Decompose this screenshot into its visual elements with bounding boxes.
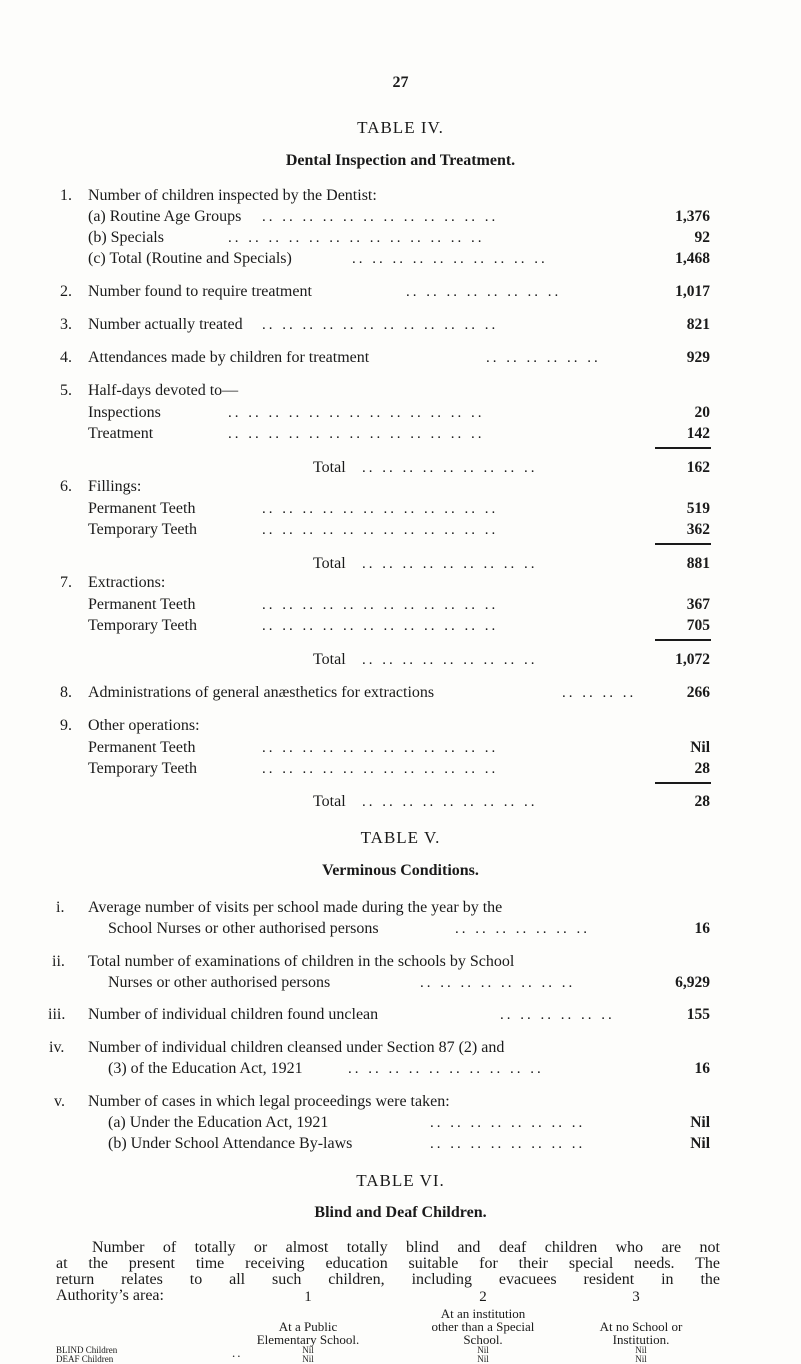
dot-leader: .. .. .. .. .. .. .. .. [420, 975, 576, 991]
item-number: 9. [60, 717, 72, 734]
dot-leader: .. .. .. .. .. .. .. .. .. .. .. .. [262, 522, 499, 538]
dot-leader: .. .. .. .. .. .. .. .. [406, 284, 562, 300]
column-number: 2 [479, 1289, 487, 1305]
paragraph-line: Number of totally or almost totally blind and deaf children who are not [92, 1239, 720, 1256]
table-iv-subtitle: Dental Inspection and Treatment. [285, 152, 516, 169]
item-number: 7. [60, 574, 72, 591]
row-label: Permanent Teeth [88, 500, 196, 517]
row-value: Nil [690, 739, 710, 756]
dot-leader: .. .. .. .. .. .. .. .. .. [362, 794, 538, 810]
dot-leader: .. .. .. .. [562, 685, 637, 701]
item-label: Half-days devoted to— [88, 382, 239, 399]
column-header-line: At a Public [278, 1319, 338, 1334]
table-iv-title: TABLE IV. [357, 118, 444, 137]
row-label: Temporary Teeth [88, 760, 197, 777]
row-value: 6,929 [675, 974, 710, 991]
column-header-line: At an institution [440, 1306, 526, 1321]
row-value: 16 [694, 920, 710, 937]
total-label: Total [313, 459, 346, 476]
column-header-line: At no School or [599, 1319, 683, 1334]
row-label: Temporary Teeth [88, 521, 197, 538]
row-label: Number of individual children cleansed under Section 87 (2) and [88, 1039, 505, 1056]
row-label: Permanent Teeth [88, 739, 196, 756]
row-label: BLIND Children [56, 1345, 118, 1355]
row-label: (3) of the Education Act, 1921 [108, 1060, 303, 1077]
dot-leader: .. .. .. .. .. .. [500, 1007, 615, 1023]
column-header-line: School. [463, 1332, 503, 1347]
item-label: Fillings: [88, 478, 142, 495]
row-value: 929 [686, 349, 710, 366]
row-label: Nurses or other authorised persons [108, 974, 331, 991]
table-cell: Nil [477, 1354, 489, 1364]
total-rule [655, 782, 711, 784]
row-value: 362 [686, 521, 710, 538]
item-number: ii. [52, 953, 65, 970]
total-rule [655, 639, 711, 641]
column-header-line: other than a Special [431, 1319, 535, 1334]
row-label: (a) Under the Education Act, 1921 [108, 1114, 329, 1131]
dot-leader: .. .. .. .. .. .. .. .. .. .. .. .. [262, 618, 499, 634]
dot-leader: .. .. .. .. .. .. .. .. .. .. .. .. .. [228, 230, 485, 246]
dot-leader: .. .. .. .. .. .. .. [455, 921, 590, 937]
total-label: Total [313, 555, 346, 572]
dot-leader: .. .. .. .. .. .. .. .. .. [362, 460, 538, 476]
dot-leader: .. .. .. .. .. .. .. .. .. [362, 556, 538, 572]
row-label: Permanent Teeth [88, 596, 196, 613]
spacer [360, 1351, 361, 1352]
row-value: 266 [686, 684, 710, 701]
row-value: 705 [686, 617, 710, 634]
table-vi-title: TABLE VI. [356, 1171, 445, 1190]
row-label: Temporary Teeth [88, 617, 197, 634]
row-label: (c) Total (Routine and Specials) [88, 250, 292, 267]
item-number: iii. [48, 1006, 66, 1023]
dot-leader: .. .. .. .. .. .. .. .. .. .. [348, 1061, 544, 1077]
row-value: 1,468 [675, 250, 710, 267]
dot-leader: .. .. .. .. .. .. .. .. .. .. .. .. [262, 501, 499, 517]
total-rule [655, 447, 711, 449]
table-v-title: TABLE V. [360, 828, 441, 847]
row-value: Nil [690, 1114, 710, 1131]
row-value: 28 [694, 760, 710, 777]
row-label: DEAF Children [56, 1354, 114, 1364]
row-label: Total number of examinations of children in the schools by School [88, 953, 515, 970]
row-value: 92 [694, 229, 710, 246]
dot-leader: .. .. .. .. .. .. .. .. .. .. [352, 251, 548, 267]
table-cell: Nil [477, 1345, 489, 1355]
row-value: 1,017 [675, 283, 710, 300]
paragraph-line: return relates to all such children, including evacuees resident in the [56, 1271, 720, 1288]
row-label: Number actually treated [88, 316, 243, 333]
dot-leader: .. .. .. .. .. .. .. .. .. .. .. .. [262, 317, 499, 333]
dot-leader: .. .. .. .. .. .. .. .. [430, 1136, 586, 1152]
row-value: 1,376 [675, 208, 710, 225]
item-number: 8. [60, 684, 72, 701]
dot-leader: .. .. .. .. .. .. .. .. .. .. .. .. [262, 597, 499, 613]
table-cell: Nil [302, 1354, 314, 1364]
row-value: 1,072 [675, 651, 710, 668]
dot-leader: .. .. .. .. .. .. .. .. [430, 1115, 586, 1131]
item-number: iv. [49, 1039, 65, 1056]
item-label: Extractions: [88, 574, 166, 591]
paragraph-line: Authority’s area: [56, 1287, 164, 1304]
dot-leader: .. .. .. .. .. .. .. .. .. .. .. .. [262, 740, 499, 756]
table-vi-subtitle: Blind and Deaf Children. [314, 1204, 487, 1221]
table-cell: Nil [635, 1354, 647, 1364]
row-label: (b) Under School Attendance By-laws [108, 1135, 353, 1152]
row-value: Nil [690, 1135, 710, 1152]
dot-leader: .. .. .. .. .. .. .. .. .. .. .. .. .. [228, 426, 485, 442]
row-label: Treatment [88, 425, 154, 442]
item-label: Number of cases in which legal proceedings were taken: [88, 1093, 450, 1110]
item-number: 4. [60, 349, 72, 366]
row-label: (b) Specials [88, 229, 164, 246]
table-cell: Nil [635, 1345, 647, 1355]
row-value: 162 [686, 459, 710, 476]
dot-leader: .. .. .. .. .. .. [486, 350, 601, 366]
dot-leader: .. .. .. .. .. .. .. .. .. .. .. .. [262, 761, 499, 777]
row-value: 367 [686, 596, 710, 613]
dot-leader: .. .. .. .. .. .. .. .. .. .. .. .. .. [228, 405, 485, 421]
row-value: 28 [694, 793, 710, 810]
row-value: 20 [694, 404, 710, 421]
row-value: 16 [694, 1060, 710, 1077]
page-number: 27 [392, 74, 409, 91]
row-value: 821 [686, 316, 710, 333]
item-number: 1. [60, 187, 72, 204]
row-label: Inspections [88, 404, 161, 421]
dot-leader: .. .. .. .. .. .. .. .. .. [362, 652, 538, 668]
item-number: i. [56, 899, 65, 916]
item-number: v. [54, 1093, 65, 1110]
row-label: School Nurses or other authorised persons [108, 920, 379, 937]
row-label: Number of individual children found unclean [88, 1006, 379, 1023]
item-label: Other operations: [88, 717, 200, 734]
dot-leader: .. [232, 1345, 243, 1360]
total-label: Total [313, 651, 346, 668]
column-number: 1 [304, 1289, 312, 1305]
row-value: 881 [686, 555, 710, 572]
item-number: 6. [60, 478, 72, 495]
total-rule [655, 543, 711, 545]
total-label: Total [313, 793, 346, 810]
table-cell: Nil [302, 1345, 314, 1355]
table-v-subtitle: Verminous Conditions. [322, 862, 479, 879]
column-number: 3 [632, 1289, 640, 1305]
column-header-line: Elementary School. [256, 1332, 360, 1347]
column-header-line: Institution. [612, 1332, 670, 1347]
paragraph-line: at the present time receiving education suitable for their special needs. The [56, 1255, 720, 1272]
row-label: Average number of visits per school made during the year by the [88, 899, 503, 916]
item-label: Number of children inspected by the Dentist: [88, 187, 377, 204]
row-value: 519 [686, 500, 710, 517]
dot-leader: .. .. .. .. .. .. .. .. .. .. .. .. [262, 209, 499, 225]
row-label: Administrations of general anæsthetics for extractions [88, 684, 435, 701]
row-label: (a) Routine Age Groups [88, 208, 242, 225]
row-label: Attendances made by children for treatment [88, 349, 370, 366]
row-label: Number found to require treatment [88, 283, 312, 300]
item-number: 5. [60, 382, 72, 399]
row-value: 155 [686, 1006, 710, 1023]
row-value: 142 [686, 425, 710, 442]
item-number: 2. [60, 283, 72, 300]
item-number: 3. [60, 316, 72, 333]
